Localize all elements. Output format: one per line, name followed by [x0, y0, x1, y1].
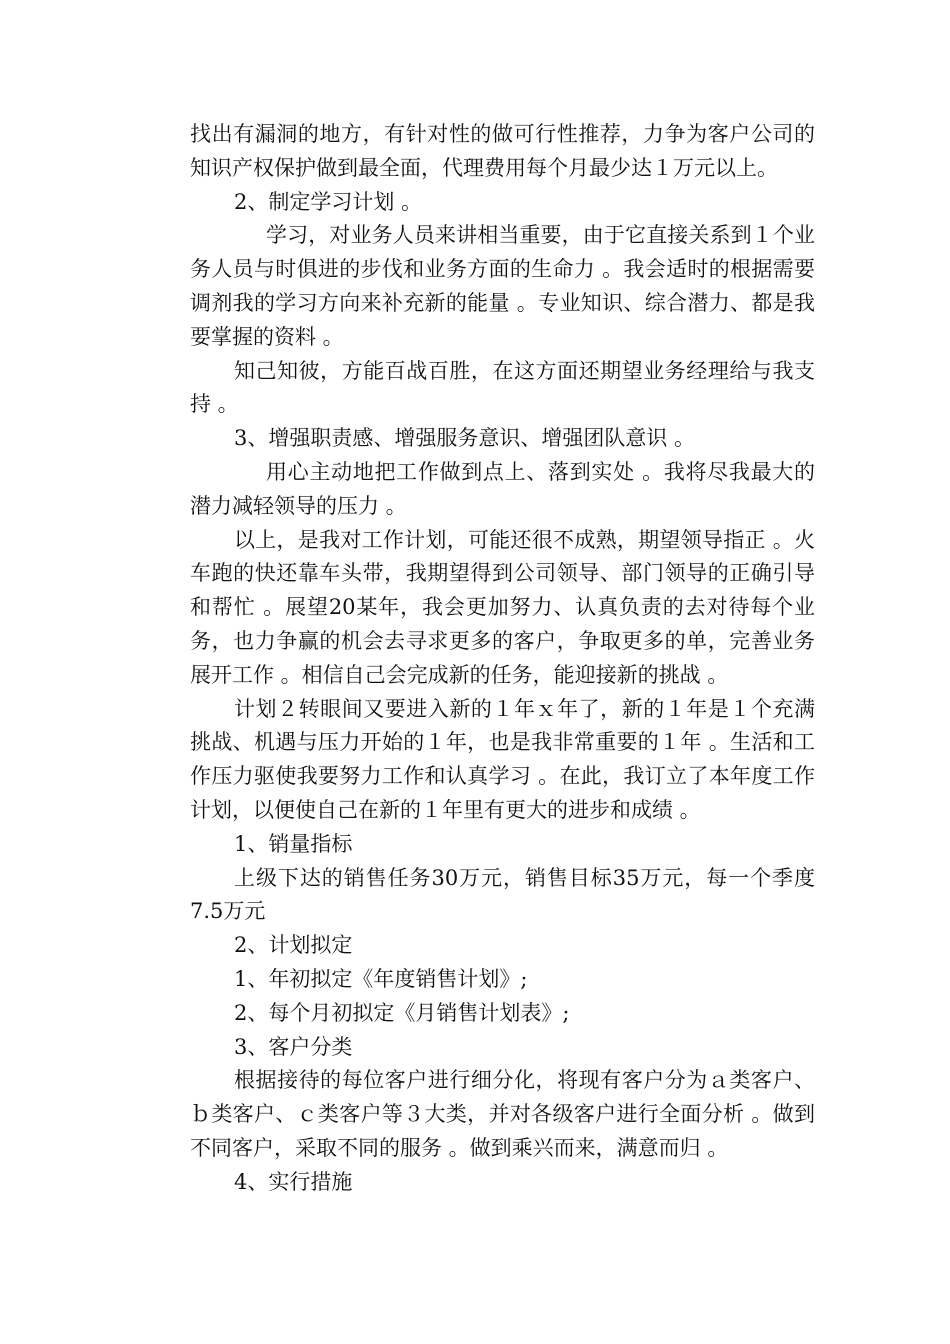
paragraph-sales-target: 上级下达的销售任务30万元，销售目标35万元，每一个季度7.5万元 — [190, 865, 815, 924]
heading-plan-drafting: 2、计划拟定 — [234, 933, 353, 958]
list-item-annual-plan: 1、年初拟定《年度销售计划》; — [234, 966, 528, 991]
heading-implementation: 4、实行措施 — [234, 1169, 353, 1194]
paragraph-customer-classification: 根据接待的每位客户进行细分化，将现有客户分为ａ类客户、ｂ类客户、ｃ类客户等３大类，并对各级客户进行全面分析 。做到不同客户，采取不同的服务 。做到乘兴而来，满意而归 。 — [190, 1068, 815, 1160]
paragraph-summary: 以上，是我对工作计划，可能还很不成熟，期望领导指正 。火车跑的快还靠车头带，我期望得到公司领导、部门领导的正确引导和帮忙 。展望20某年，我会更加努力、认真负责的去对待每个业务，也力争赢的机会去寻求更多的客户，争取更多的单，完善业务展开工作 。相信自己会完成新的任务，能迎接新的挑战 。 — [190, 527, 815, 687]
heading-responsibility: 3、增强职责感、增强服务意识、增强团队意识 。 — [234, 426, 696, 451]
list-item-monthly-plan: 2、每个月初拟定《月销售计划表》; — [234, 1000, 570, 1025]
heading-customer-classification: 3、客户分类 — [234, 1034, 353, 1059]
heading-study-plan: 2、制定学习计划 。 — [234, 189, 423, 214]
paragraph-ip-protection: 找出有漏洞的地方，有针对性的做可行性推荐，力争为客户公司的知识产权保护做到最全面，代理费用每个月最少达１万元以上。 — [190, 122, 815, 180]
document-body — [190, 118, 815, 1200]
paragraph-work-proactively: 用心主动地把工作做到点上、落到实处 。我将尽我最大的潜力减轻领导的压力 。 — [190, 459, 815, 518]
paragraph-know-yourself: 知己知彼，方能百战百胜，在这方面还期望业务经理给与我支持 。 — [190, 358, 815, 417]
paragraph-plan-two-intro: 计划２转眼间又要进入新的１年ｘ年了，新的１年是１个充满挑战、机遇与压力开始的１年，也是我非常重要的１年 。生活和工作压力驱使我要努力工作和认真学习 。在此，我订立了本年度工作计划，以便使自己在新的１年里有更大的进步和成绩 。 — [190, 696, 815, 822]
paragraph-study-importance: 学习，对业务人员来讲相当重要，由于它直接关系到１个业务人员与时俱进的步伐和业务方面的生命力 。我会适时的根据需要调剂我的学习方向来补充新的能量 。专业知识、综合潜力、都是我要掌握的资料 。 — [190, 223, 815, 349]
heading-sales-target: 1、销量指标 — [234, 831, 353, 856]
